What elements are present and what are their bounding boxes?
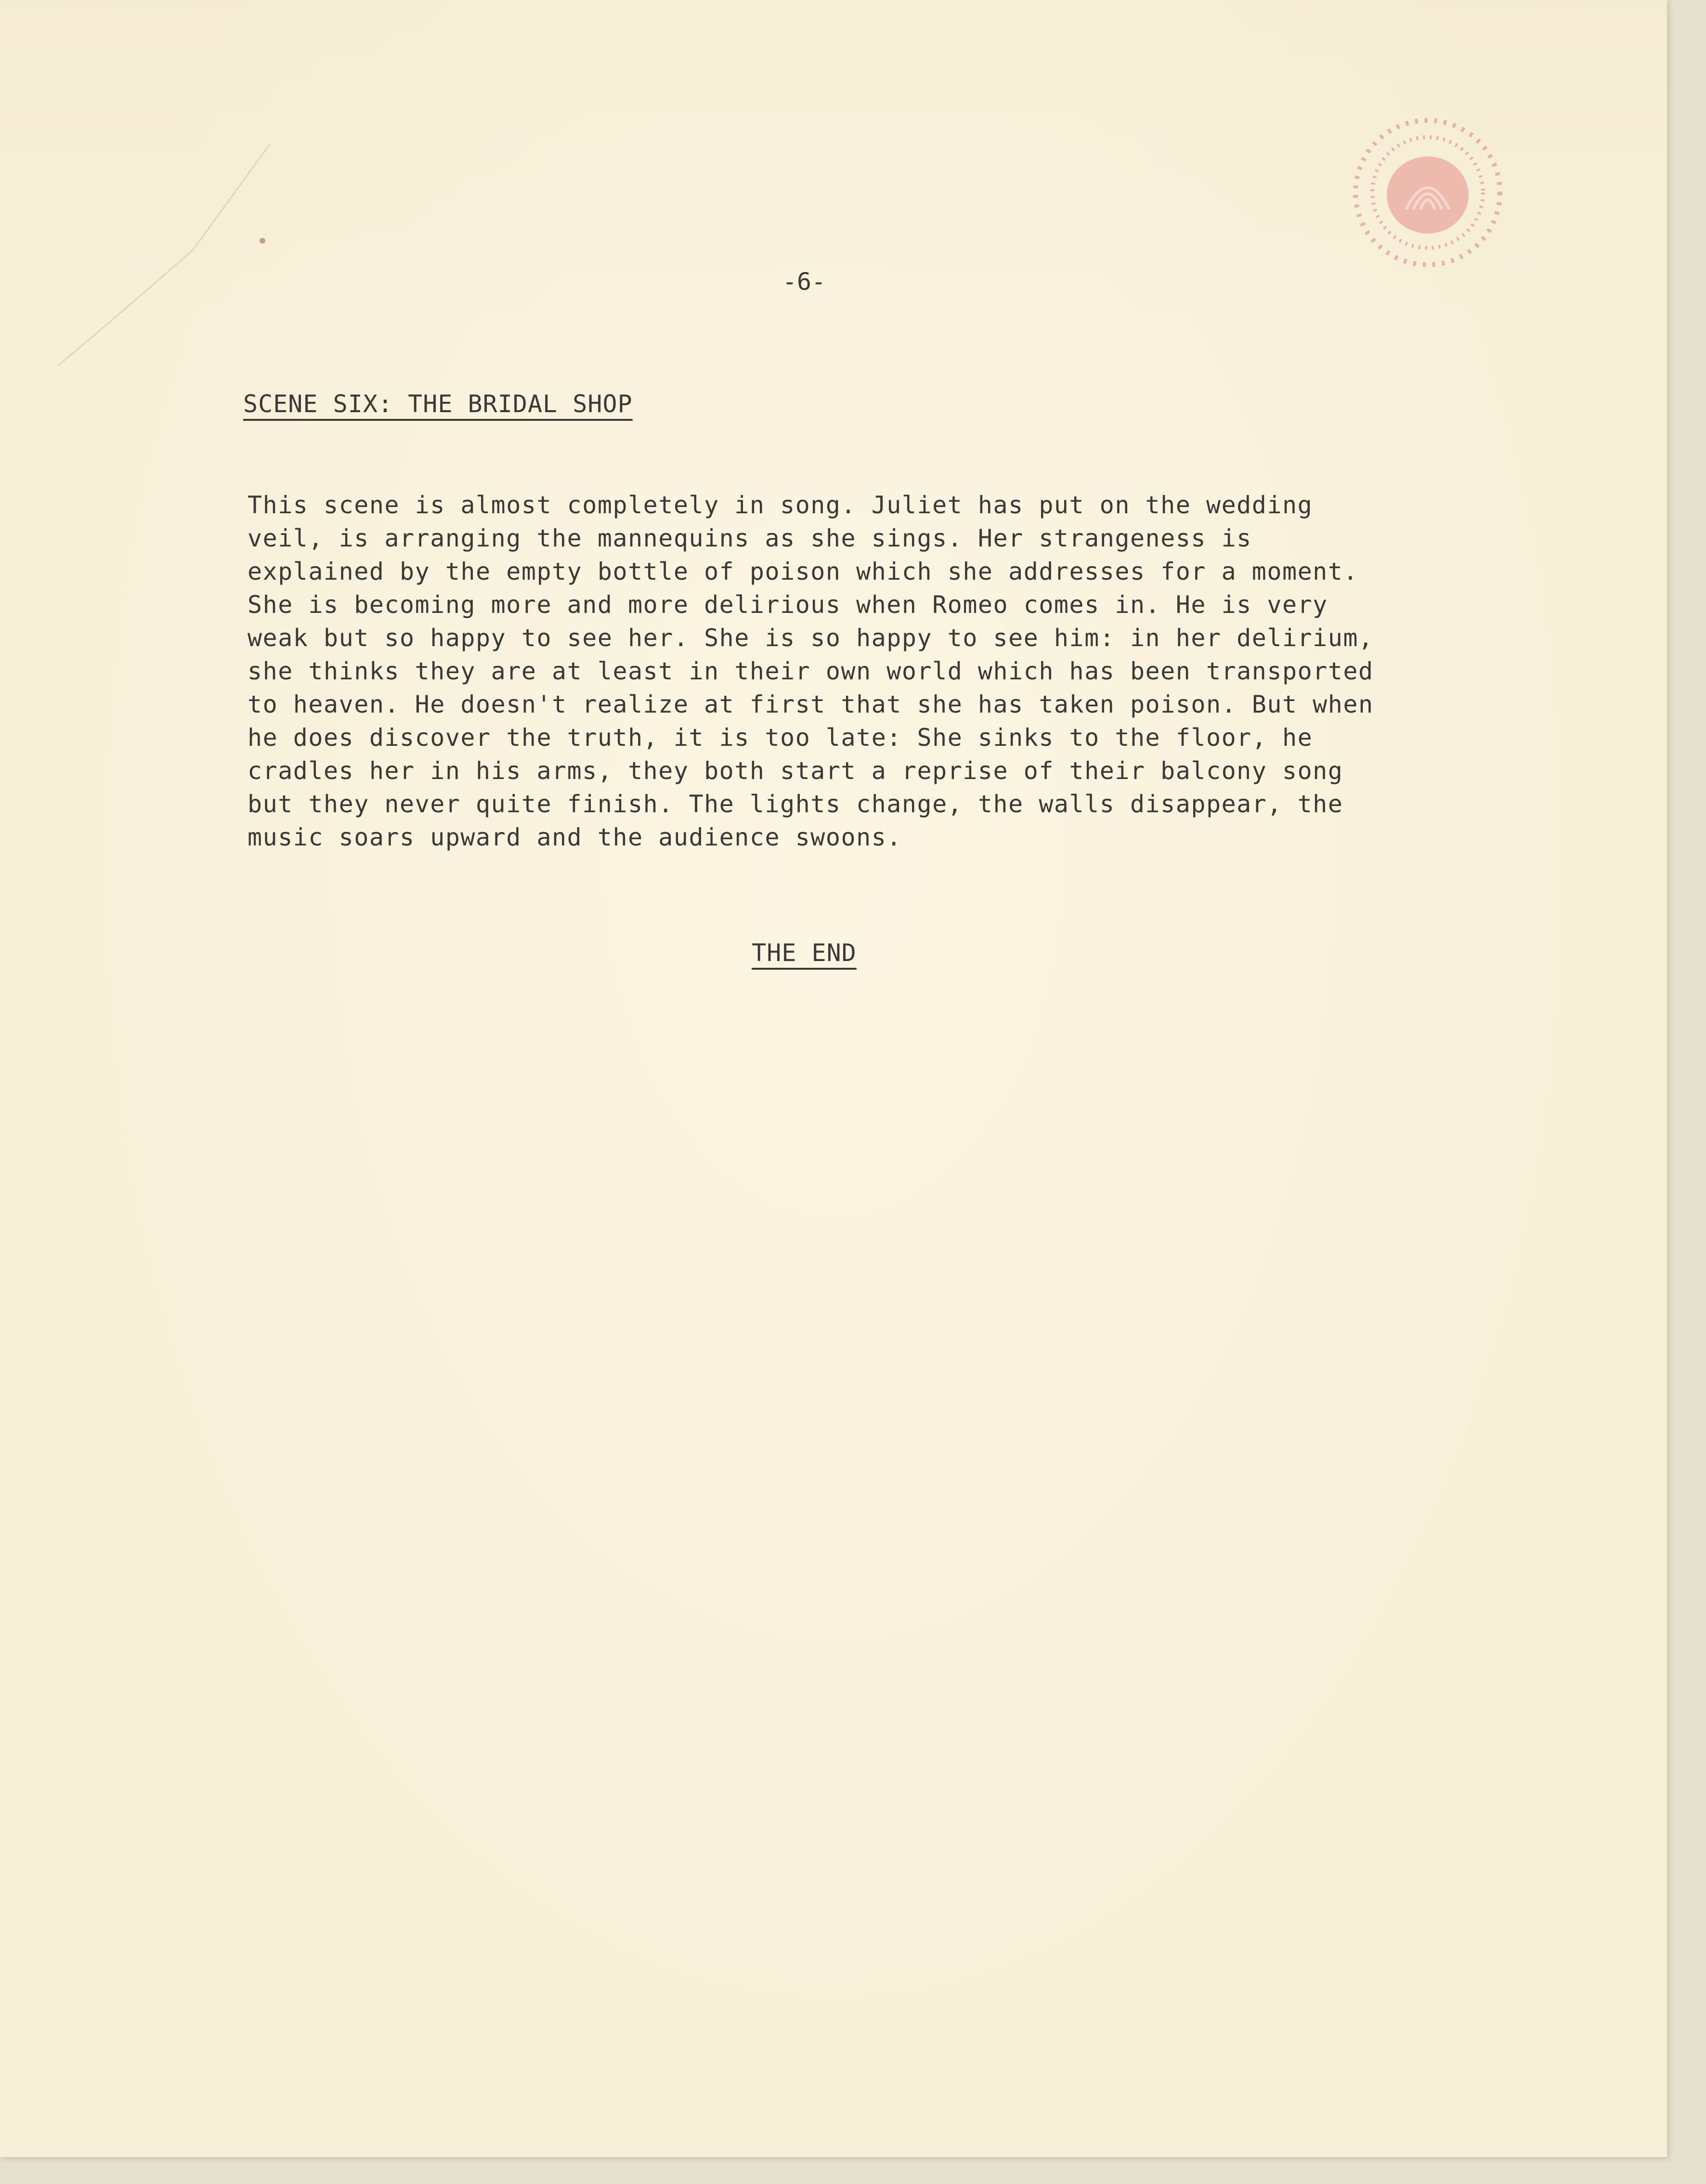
body-line: but they never quite finish. The lights change, the walls disappear, the	[247, 790, 1343, 818]
body-line: She is becoming more and more delirious when Romeo comes in. He is very	[247, 591, 1328, 619]
page-number: -6-	[782, 268, 826, 296]
body-line: he does discover the truth, it is too late: She sinks to the floor, he	[247, 724, 1313, 752]
body-line: cradles her in his arms, they both start a reprise of their balcony song	[247, 757, 1343, 785]
stamp-icon	[1348, 113, 1507, 272]
body-line: to heaven. He doesn't realize at first that she has taken poison. But when	[247, 690, 1374, 718]
body-line: This scene is almost completely in song. Juliet has put on the wedding	[247, 491, 1313, 519]
body-line: music soars upward and the audience swoons.	[247, 823, 902, 851]
scene-heading: SCENE SIX: THE BRIDAL SHOP	[243, 390, 633, 418]
body-line: weak but so happy to see her. She is so happy to see him: in her delirium,	[247, 624, 1374, 652]
the-end-heading: THE END	[752, 939, 857, 967]
body-line: explained by the empty bottle of poison which she addresses for a moment.	[247, 558, 1358, 585]
body-line: she thinks they are at least in their own world which has been transported	[247, 657, 1374, 685]
scene-description	[247, 489, 1442, 854]
body-line: veil, is arranging the mannequins as she sings. Her strangeness is	[247, 524, 1252, 552]
paper-crease-mark	[0, 0, 337, 433]
